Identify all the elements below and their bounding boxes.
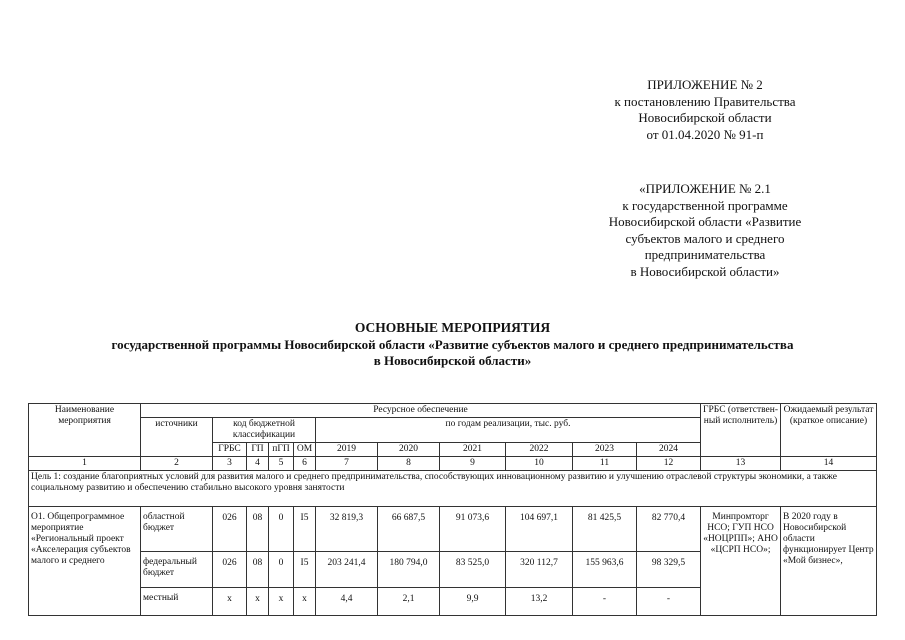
executor-cell: Минпромторг НСО; ГУП НСО «НОЦРПП»; АНО «ЦСРП НСО»; <box>701 507 781 616</box>
header-code-pgp: пГП <box>269 443 294 457</box>
header-code: код бюджетной классификации <box>213 418 316 443</box>
code-cell: 0 <box>269 507 294 552</box>
value-cell: 2,1 <box>378 588 440 616</box>
column-numbers-row <box>29 457 877 471</box>
header-result: Ожидаемый результат (краткое описание) <box>781 404 877 457</box>
code-cell: 08 <box>247 507 269 552</box>
value-cell: 82 770,4 <box>637 507 701 552</box>
source-cell: областной бюджет <box>141 507 213 552</box>
appendix2-line4: субъектов малого и среднего <box>625 230 785 246</box>
result-cell: В 2020 году в Новосибирской области функционирует Центр «Мой бизнес», <box>781 507 877 616</box>
col-number: 2 <box>141 457 213 471</box>
code-cell: 026 <box>213 507 247 552</box>
appendix1-line4: от 01.04.2020 № 91-п <box>646 126 764 142</box>
activities-table <box>28 403 877 616</box>
goal-text: Цель 1: создание благоприятных условий для развития малого и среднего предпринимательства, способствующих инновационному развитию и улучшению отраслевой структуры экономики, а также социальному развитию и обеспечению стабильно высокого уровня занятости <box>29 471 877 507</box>
appendix2-line2: к государственной программе <box>622 197 788 213</box>
col-number: 14 <box>781 457 877 471</box>
code-cell: 08 <box>247 552 269 588</box>
col-number: 12 <box>637 457 701 471</box>
appendix1-line3: Новосибирской области <box>638 110 772 125</box>
header-year-2023: 2023 <box>573 443 637 457</box>
header-resources: Ресурсное обеспечение <box>141 404 701 418</box>
appendix-block-1 <box>585 77 825 143</box>
header-year-2022: 2022 <box>506 443 573 457</box>
event-name: О1. Общепрограммное мероприятие «Региональный проект «Акселерация субъектов малого и среднего <box>29 507 141 616</box>
value-cell: - <box>573 588 637 616</box>
value-cell: 155 963,6 <box>573 552 637 588</box>
col-number: 7 <box>316 457 378 471</box>
value-cell: 180 794,0 <box>378 552 440 588</box>
value-cell: 104 697,1 <box>506 507 573 552</box>
heading-line3: в Новосибирской области» <box>373 353 532 368</box>
heading-title: ОСНОВНЫЕ МЕРОПРИЯТИЯ <box>354 320 551 335</box>
value-cell: 9,9 <box>440 588 506 616</box>
header-year-2019: 2019 <box>316 443 378 457</box>
header-code-om: ОМ <box>294 443 316 457</box>
value-cell: 203 241,4 <box>316 552 378 588</box>
code-cell: I5 <box>294 552 316 588</box>
col-number: 1 <box>29 457 141 471</box>
code-cell: x <box>247 588 269 616</box>
heading-line2: государственной программы Новосибирской области «Развитие субъектов малого и среднего предпринимательства <box>111 337 794 352</box>
col-number: 5 <box>269 457 294 471</box>
col-number: 8 <box>378 457 440 471</box>
header-year-2021: 2021 <box>440 443 506 457</box>
appendix1-line1: ПРИЛОЖЕНИЕ № 2 <box>647 77 763 92</box>
value-cell: 13,2 <box>506 588 573 616</box>
appendix2-line6: в Новосибирской области» <box>630 263 780 279</box>
col-number: 3 <box>213 457 247 471</box>
code-cell: 0 <box>269 552 294 588</box>
code-cell: 026 <box>213 552 247 588</box>
value-cell: 83 525,0 <box>440 552 506 588</box>
appendix2-line5: предпринимательства <box>644 247 766 262</box>
header-year-2024: 2024 <box>637 443 701 457</box>
appendix1-line2: к постановлению Правительства <box>614 93 796 109</box>
code-cell: x <box>269 588 294 616</box>
value-cell: 91 073,6 <box>440 507 506 552</box>
source-cell: федеральный бюджет <box>141 552 213 588</box>
col-number: 10 <box>506 457 573 471</box>
value-cell: 320 112,7 <box>506 552 573 588</box>
value-cell: 81 425,5 <box>573 507 637 552</box>
header-year-2020: 2020 <box>378 443 440 457</box>
col-number: 6 <box>294 457 316 471</box>
col-number: 13 <box>701 457 781 471</box>
header-code-grbs: ГРБС <box>213 443 247 457</box>
header-by-years: по годам реализации, тыс. руб. <box>316 418 701 443</box>
header-sources: источники <box>141 418 213 457</box>
code-cell: x <box>213 588 247 616</box>
appendix-block-2 <box>585 181 825 280</box>
value-cell: 98 329,5 <box>637 552 701 588</box>
col-number: 4 <box>247 457 269 471</box>
value-cell: 4,4 <box>316 588 378 616</box>
code-cell: x <box>294 588 316 616</box>
value-cell: 32 819,3 <box>316 507 378 552</box>
header-code-gp: ГП <box>247 443 269 457</box>
appendix2-line1: «ПРИЛОЖЕНИЕ № 2.1 <box>639 181 771 196</box>
header-name: Наименование мероприятия <box>29 404 141 457</box>
col-number: 9 <box>440 457 506 471</box>
goal-row <box>29 471 877 507</box>
source-cell: местный <box>141 588 213 616</box>
col-number: 11 <box>573 457 637 471</box>
header-grbs: ГРБС (ответствен-ный исполнитель) <box>701 404 781 457</box>
value-cell: 66 687,5 <box>378 507 440 552</box>
value-cell: - <box>637 588 701 616</box>
document-heading <box>0 320 905 369</box>
table-row <box>29 507 877 552</box>
code-cell: I5 <box>294 507 316 552</box>
appendix2-line3: Новосибирской области «Развитие <box>608 214 802 229</box>
